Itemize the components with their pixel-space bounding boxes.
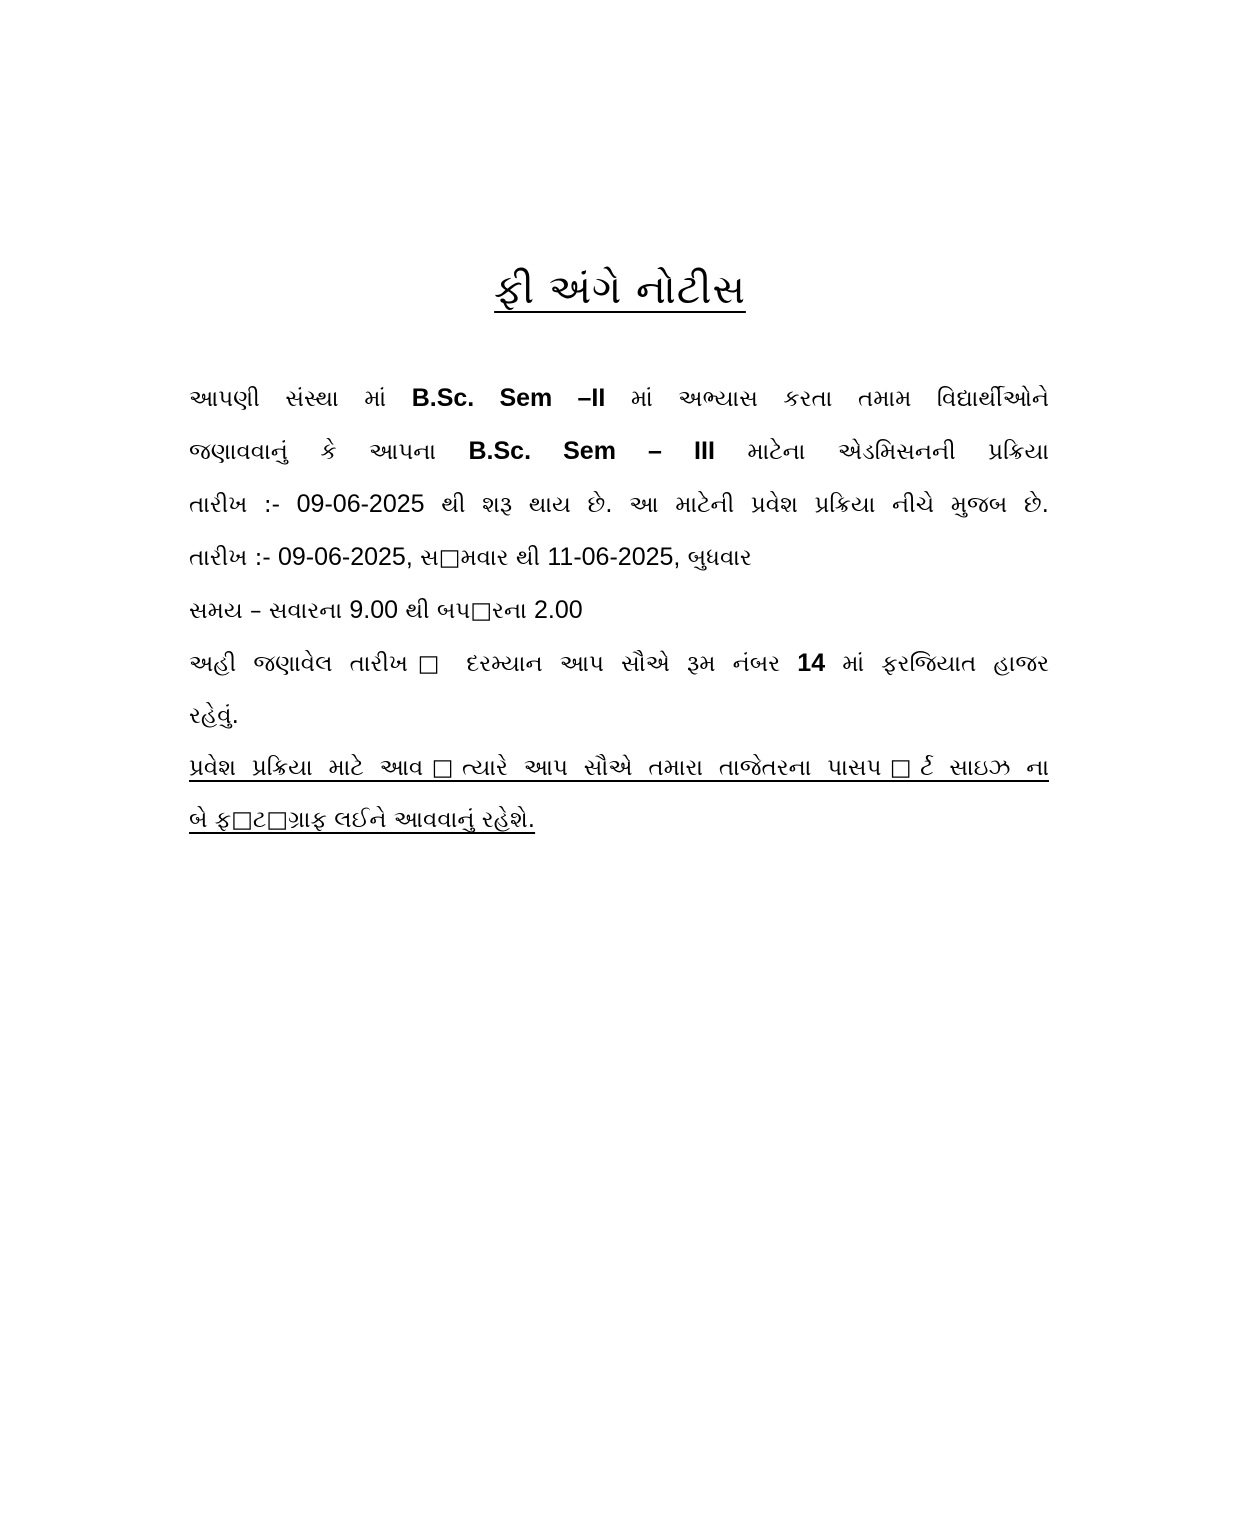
room-number: 14	[797, 649, 826, 677]
time-from: 9.00	[349, 596, 399, 624]
course-sem-3: B.Sc. Sem – III	[468, 437, 715, 465]
photo-note-line-1	[189, 742, 1049, 794]
date-from: 09-06-2025,	[277, 543, 413, 571]
notice-title	[0, 262, 1240, 318]
attendance-line-2	[189, 690, 1049, 742]
intro-line-1-text-a: આપણી સંસ્થા માં	[189, 386, 387, 412]
course-sem-2: B.Sc. Sem –II	[411, 384, 606, 412]
intro-line-2-text-b: માટેના એડમિસનની પ્રક્રિયા	[747, 439, 1049, 465]
date-range-line	[189, 531, 1049, 584]
date-label: તારીખ :-	[189, 545, 271, 571]
attendance-text-a: અહી જણાવેલ તારીખ□ દરમ્યાન આપ સૌએ રૂમ નંબર	[189, 651, 781, 677]
photo-note-text-b: બે ફ□ટ□ગ્રાફ લઈને આવવાનું રહેશે.	[189, 807, 536, 833]
attendance-line-1	[189, 637, 1049, 690]
intro-line-1	[189, 372, 1049, 425]
date-to: 11-06-2025,	[547, 543, 681, 571]
time-label: સમય – સવારના	[189, 598, 343, 624]
date-to-day: બુધવાર	[687, 545, 752, 571]
notice-title-text: ફી અંગે નોટીસ	[494, 267, 746, 313]
intro-line-3-text-b: થી શરૂ થાય છે. આ માટેની પ્રવેશ પ્રક્રિયા નીચે મુજબ છે.	[441, 492, 1049, 518]
intro-line-1-text-b: માં અભ્યાસ કરતા તમામ વિદ્યાર્થીઓને	[630, 386, 1049, 412]
intro-line-2-text-a: જણાવવાનું કે આપના	[189, 439, 437, 465]
notice-body	[189, 372, 1049, 846]
time-to: 2.00	[534, 596, 583, 624]
attendance-text-c: રહેવું.	[189, 703, 239, 729]
intro-line-2	[189, 425, 1049, 478]
start-date: 09-06-2025	[296, 490, 425, 518]
intro-line-3	[189, 478, 1049, 531]
photo-note-line-2	[189, 794, 1049, 846]
photo-note-text-a: પ્રવેશ પ્રક્રિયા માટે આવ□ત્યારે આપ સૌએ તમારા તાજેતરના પાસપ□ર્ટ સાઇઝ ના	[189, 755, 1049, 781]
time-line	[189, 584, 1049, 637]
date-from-day: સ□મવાર થી	[420, 545, 541, 571]
intro-line-3-text-a: તારીખ :-	[189, 492, 280, 518]
time-mid-text: થી બપ□રના	[405, 598, 527, 624]
attendance-text-b: માં ફરજિયાત હાજર	[842, 651, 1049, 677]
